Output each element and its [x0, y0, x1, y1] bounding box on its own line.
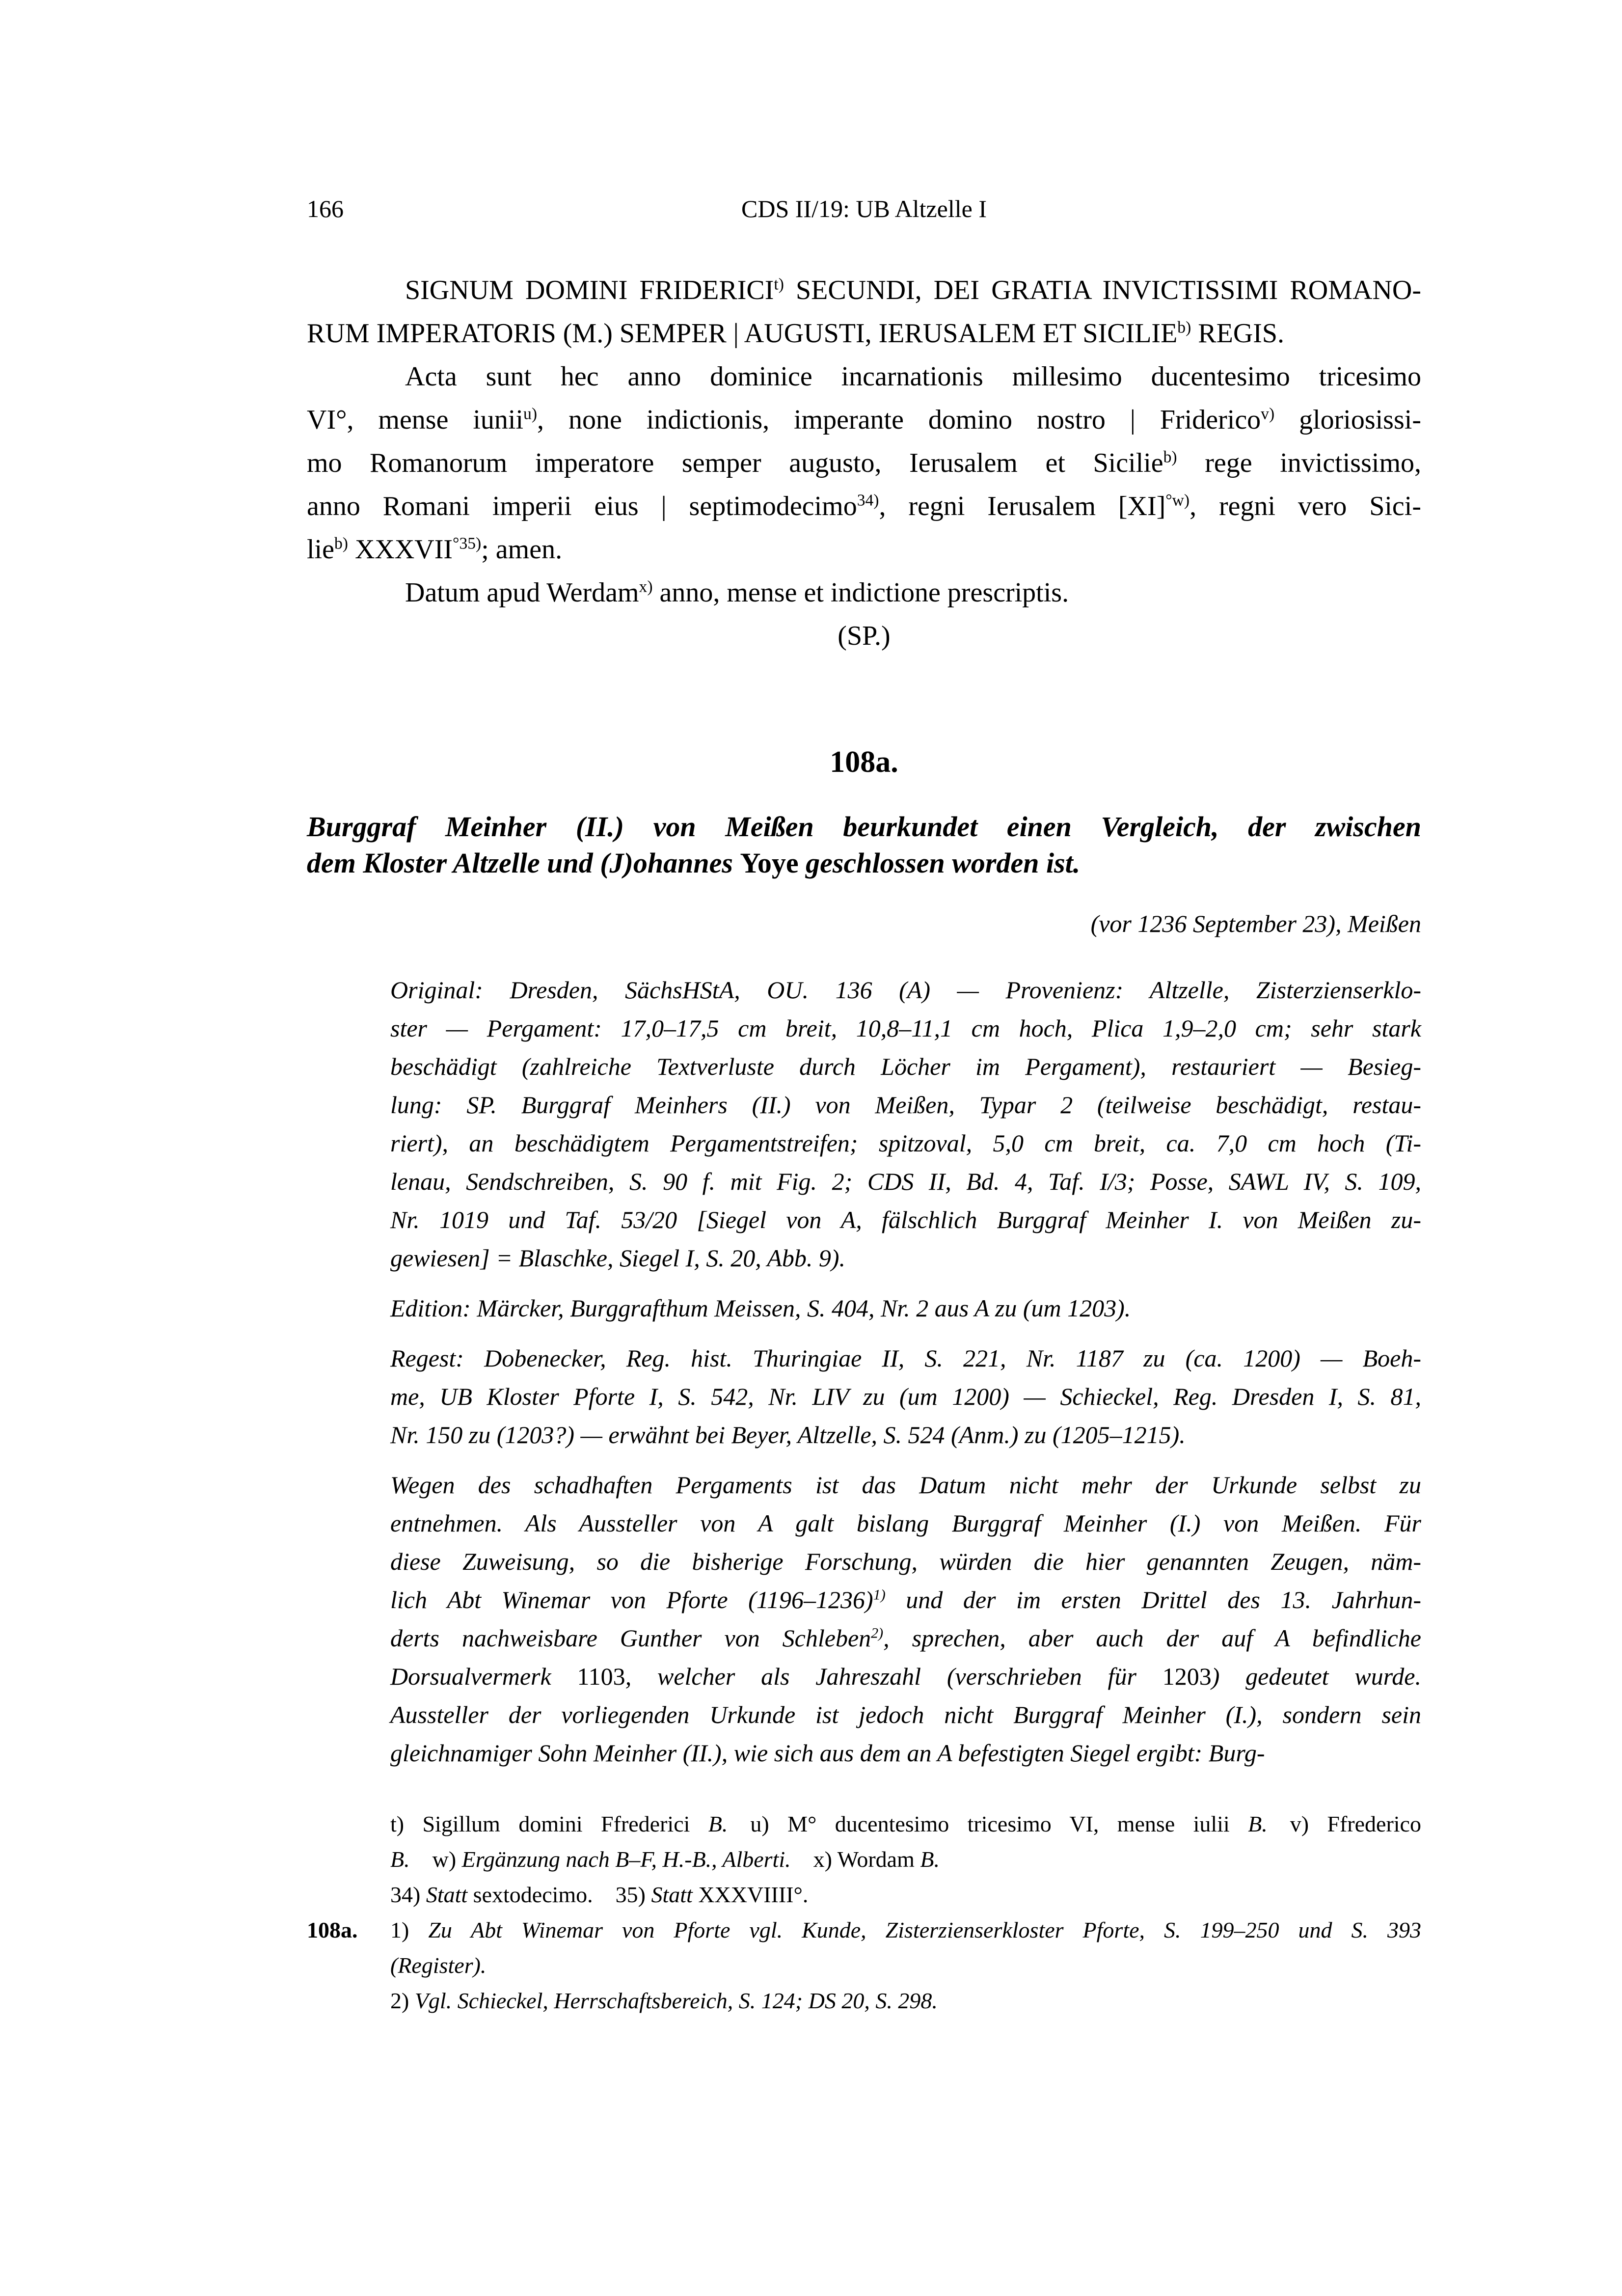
entry-number-heading: 108a.: [830, 745, 898, 779]
page-number: 166: [307, 195, 344, 222]
original-paragraph: Original: Dresden, SächsHStA, OU. 136 (A) — Provenienz: Altzelle, Zisterzienserklo- ster — Pergament: 17,0–17,5 cm breit, 10,8–11,1 cm hoch, Plica 1,9–2,0 cm; sehr stark beschädigt (zahlreiche Textverluste durch Löcher im Pergament), restauriert — Besieg- lung: SP. Burggraf Meinhers (II.) von Meißen, Typar 2 (teilweise beschädigt, restau- riert), an beschädigtem Pergamentstreifen; spitzoval, 5,0 cm breit, ca. 7,0 cm hoch (Ti- lenau, Sendschreiben, S. 90 f. mit Fig. 2; CDS II, Bd. 4, Taf. I/3; Posse, SAWL IV, S. 109, Nr. 1019 und Taf. 53/20 [Siegel von A, fälschlich Burggraf Meinher I. von Meißen zu- gewiesen] = Blaschke, Siegel I, S. 20, Abb. 9).: [390, 976, 1421, 1272]
commentary-paragraph: Wegen des schadhaften Pergaments ist das Datum nicht mehr der Urkunde selbst zu entnehmen. Als Aussteller von A galt bislang Burggraf Meinher (I.) von Meißen. Für diese Zuweisung, so die bisherige Forschung, würden die hier genannten Zeugen, näm- lich Abt Winemar von Pforte (1196–1236)$^{1)}$ und der im ersten Drittel des 13. Jahrhun- derts nachweisbare Gunther von Schleben$^{2)}$, sprechen, aber auch der auf A befindliche Dorsualvermerk 1103, welcher als Jahreszahl (verschrieben für 1203) gedeutet wurde. Aussteller der vorliegenden Urkunde ist jedoch nicht Burggraf Meinher (I.), sondern sein gleichnamiger Sohn Meinher (II.), wie sich aus dem an A befestigten Siegel ergibt: Burg-: [390, 1471, 1421, 1767]
charter-signum-paragraph: SIGNUM DOMINI FRIDERICI$^{t)}$ SECUNDI, DEI GRATIA INVICTISSIMI ROMANO- RUM IMPERATORIS (M.) SEMPER | AUGUSTI, IERUSALEM ET SICILIE$^{b)}$ REGIS.: [307, 275, 1421, 349]
entry-headline: Burggraf Meinher (II.) von Meißen beurkundet einen Vergleich, der zwischen dem Kloster Altzelle und (J)ohannes Yoye geschlossen worden ist.: [307, 811, 1421, 879]
apparatus-footnotes: t) Sigillum domini Ffrederici B. u) M° ducentesimo tricesimo VI, mense iulii B. v) Ffrederico B. w) Ergänzung nach B–F, H.-B., Alberti. x) Wordam B. 34) Statt sextodecimo. 35) Statt XXXVIIII°. 1) Zu Abt Winemar von Pforte vgl. Kunde, Zisterzienserkloster Pforte, S. 199–250 und S. 393 (Register). 2) Vgl. Schieckel, Herrschaftsbereich, S. 124; DS 20, S. 298.: [390, 1811, 1421, 2013]
page-content: [307, 194, 1421, 2019]
regest-paragraph: Regest: Dobenecker, Reg. hist. Thuringiae II, S. 221, Nr. 1187 zu (ca. 1200) — Boeh- me, UB Kloster Pforte I, S. 542, Nr. LIV zu (um 1200) — Schieckel, Reg. Dresden I, S. 81, Nr. 150 zu (1203?) — erwähnt bei Beyer, Altzelle, S. 524 (Anm.) zu (1205–1215).: [390, 1344, 1421, 1449]
charter-acta-paragraph: Acta sunt hec anno dominice incarnationis millesimo ducentesimo tricesimo VI°, mense iunii$^{u)}$, none indictionis, imperante domino nostro | Friderico$^{v)}$ gloriosissi- mo Romanorum imperatore semper augusto, Ierusalem et Sicilie$^{b)}$ rege invictissimo, anno Romani imperii eius | septimodecimo$^{34)}$, regni Ierusalem [XI]$^{^\circ w)}$, regni vero Sici- lie$^{b)}$ $XXXVII^{^\circ 35)}$; amen.: [307, 361, 1422, 565]
footnote-entry-label: 108a.: [307, 1917, 358, 1942]
page-header: [307, 194, 1421, 223]
entry-dateline: (vor 1236 September 23), Meißen: [1090, 910, 1421, 937]
edition-paragraph: Edition: Märcker, Burggrafthum Meissen, S. 404, Nr. 2 aus A zu (um 1203).: [390, 1294, 1131, 1322]
footnotes-block: [307, 1806, 1421, 2019]
running-title: CDS II/19: UB Altzelle I: [741, 195, 987, 222]
charter-datum-paragraph: Datum apud Werdam$^{x)}$ anno, mense et indictione prescriptis.: [405, 577, 1069, 608]
seal-note: (SP.): [838, 621, 891, 651]
